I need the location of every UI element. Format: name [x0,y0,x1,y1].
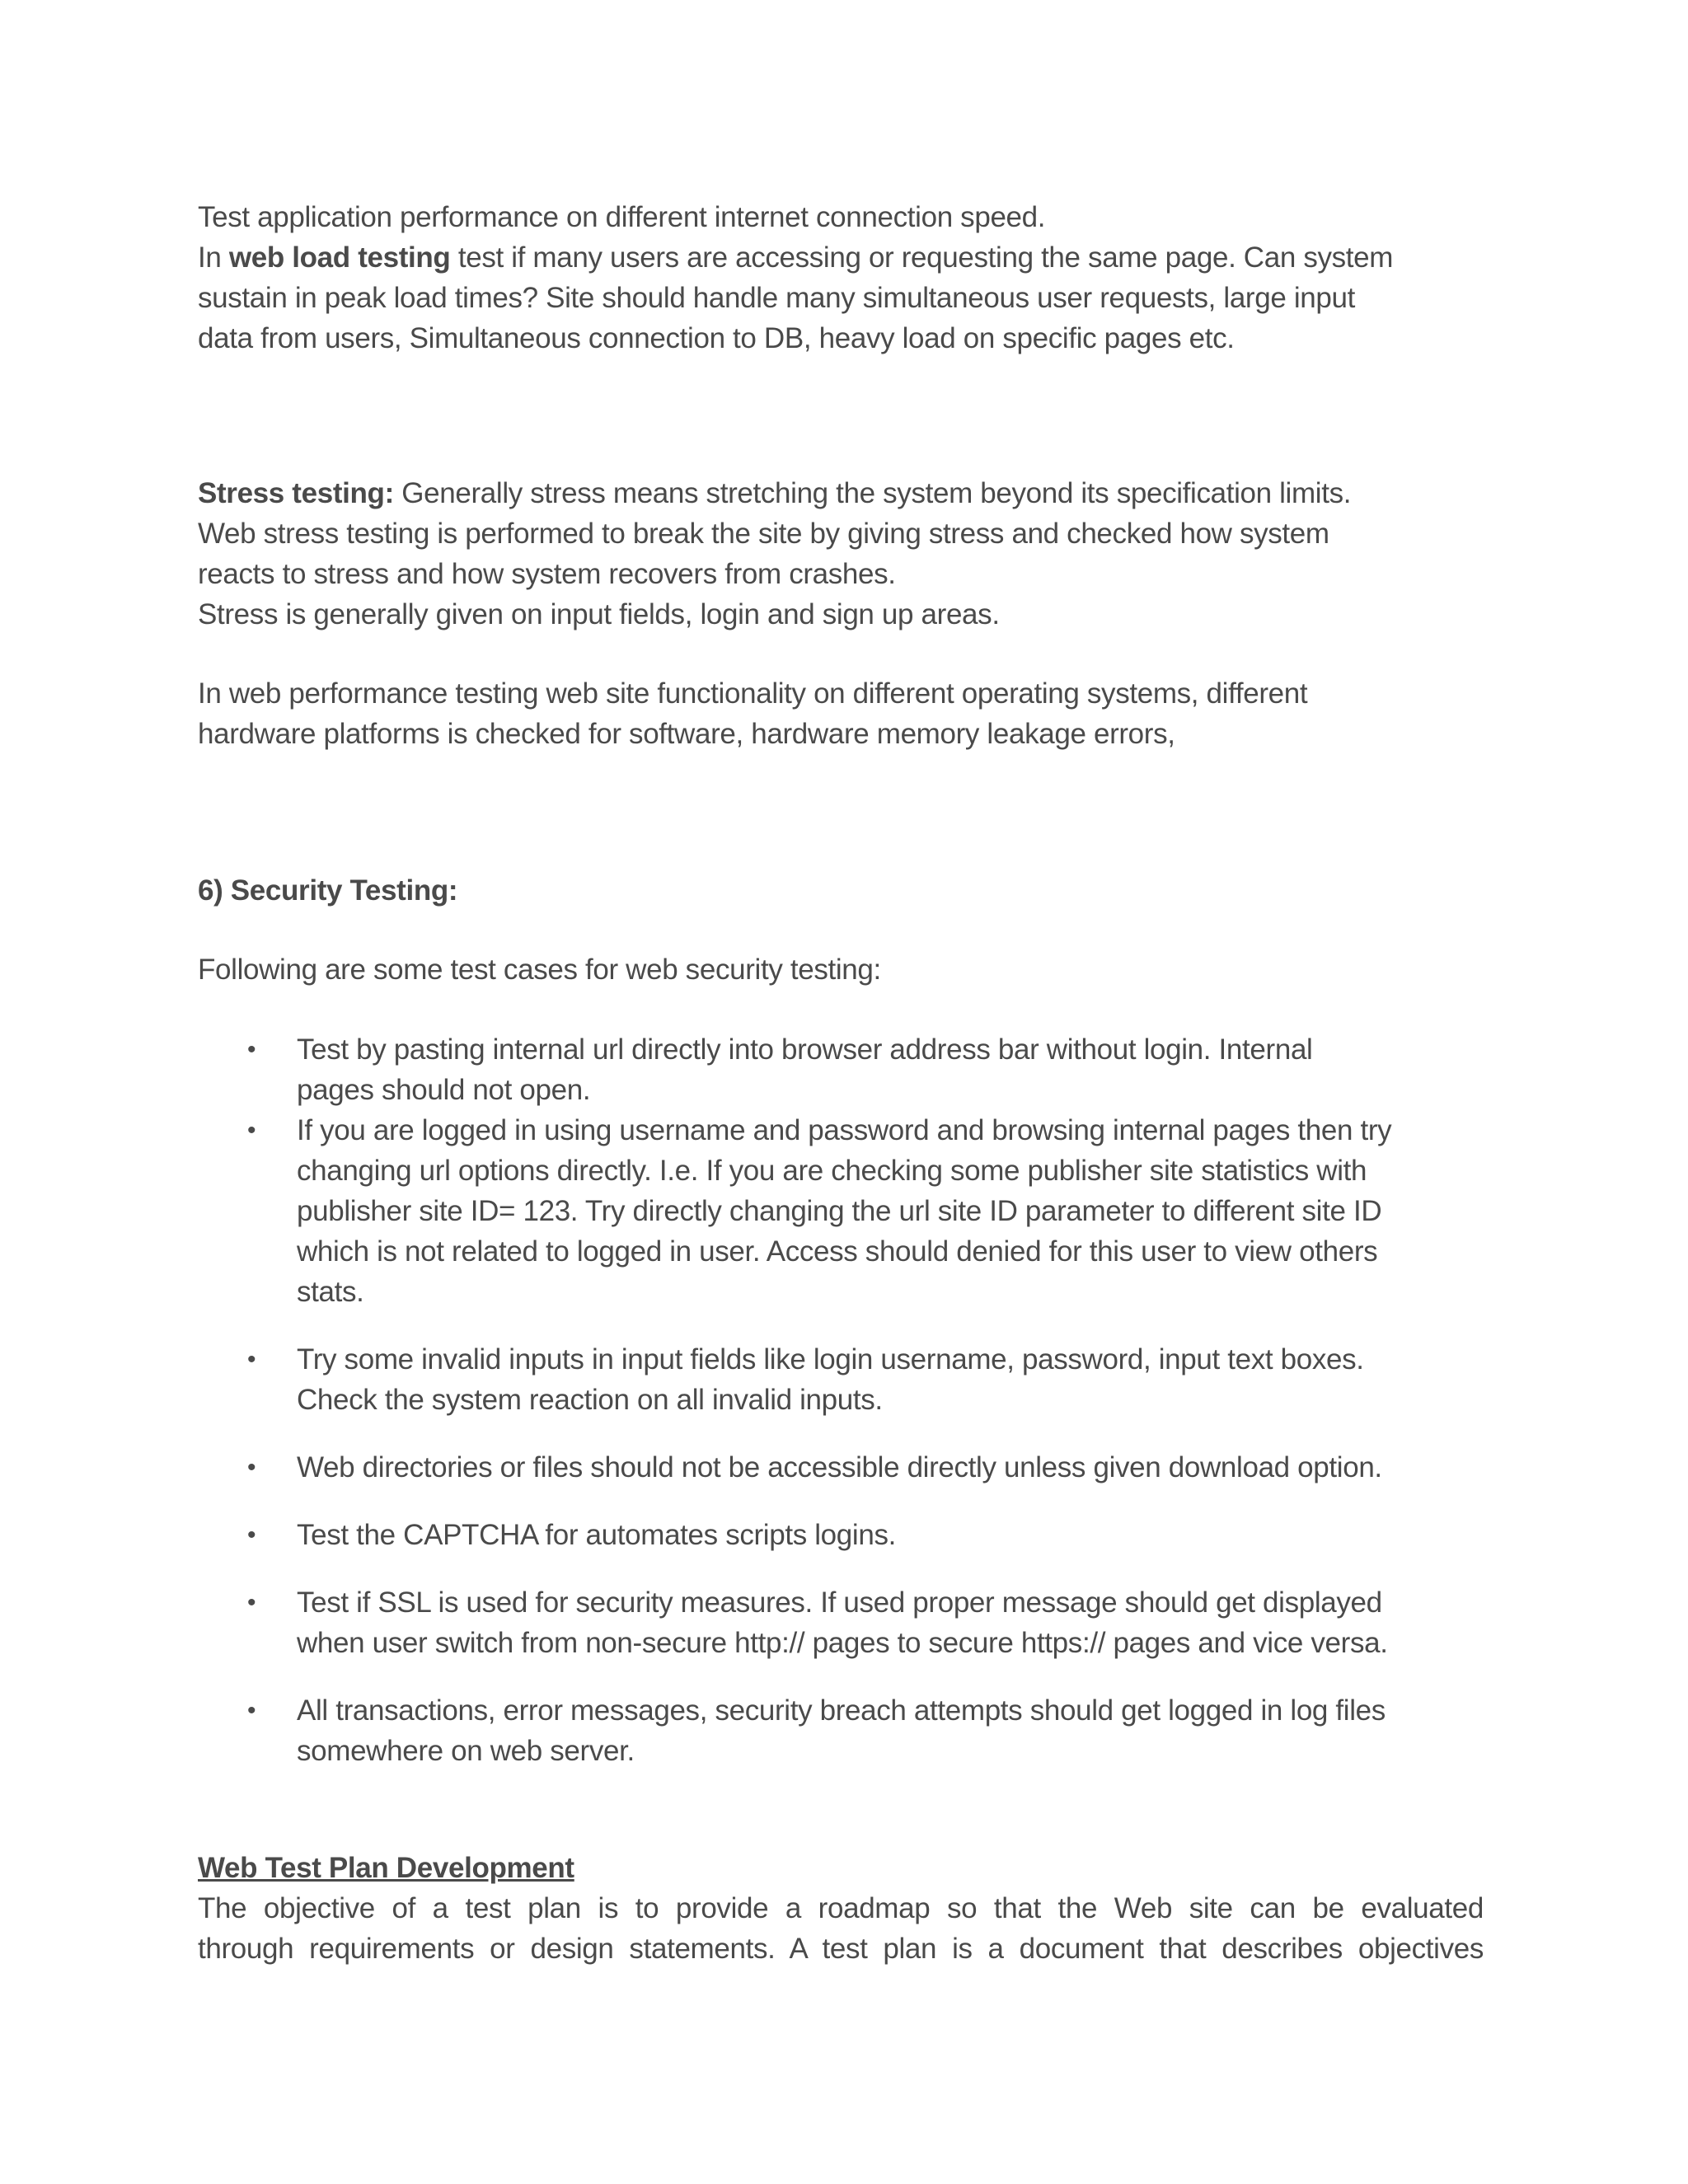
section-heading-web-test-plan: Web Test Plan Development [198,1852,574,1884]
list-item-line: somewhere on web server. [297,1735,635,1767]
bullet-marker: • [247,1454,256,1481]
body-text-line [198,473,1351,513]
list-item-line: which is not related to logged in user. Access should denied for this user to view others [297,1235,1378,1268]
body-text-line: through requirements or design statements. A test plan is a document that describes objectives [198,1933,1484,1965]
list-item-line: Web directories or files should not be accessible directly unless given download option. [297,1451,1382,1483]
bullet-marker: • [247,1036,256,1063]
list-item-line: Check the system reaction on all invalid inputs. [297,1384,883,1416]
list-item-line: Test if SSL is used for security measures. If used proper message should get displayed [297,1586,1382,1619]
bullet-marker: • [247,1346,256,1373]
list-item-line: Try some invalid inputs in input fields like login username, password, input text boxes. [297,1343,1364,1376]
list-item-line: changing url options directly. I.e. If you are checking some publisher site statistics with [297,1155,1367,1187]
body-text: In [198,241,229,274]
body-text-line: Stress is generally given on input fields, login and sign up areas. [198,598,1000,630]
body-text-line: reacts to stress and how system recovers from crashes. [198,558,896,590]
body-text: test if many users are accessing or requesting the same page. Can system [450,241,1394,274]
body-text-line: sustain in peak load times? Site should handle many simultaneous user requests, large input [198,282,1355,314]
bullet-marker: • [247,1117,256,1144]
section-heading-security-testing: 6) Security Testing: [198,874,458,907]
list-item-line: All transactions, error messages, security breach attempts should get logged in log files [297,1694,1386,1727]
body-text-line: The objective of a test plan is to provide a roadmap so that the Web site can be evaluated [198,1892,1484,1924]
body-text-line: hardware platforms is checked for software, hardware memory leakage errors, [198,718,1175,750]
bullet-marker: • [247,1589,256,1616]
list-item-line: If you are logged in using username and password and browsing internal pages then try [297,1114,1392,1146]
body-text-line [198,237,1393,278]
body-text-line: Following are some test cases for web security testing: [198,954,881,986]
list-item-line: stats. [297,1276,364,1308]
list-item-line: pages should not open. [297,1074,591,1106]
list-item-line: publisher site ID= 123. Try directly changing the url site ID parameter to different site ID [297,1195,1382,1227]
list-item-line: Test the CAPTCHA for automates scripts logins. [297,1519,896,1551]
body-text-line: Web stress testing is performed to break the site by giving stress and checked how system [198,518,1329,550]
body-text-line: Test application performance on different internet connection speed. [198,201,1046,233]
bullet-marker: • [247,1697,256,1724]
body-text-line: data from users, Simultaneous connection to DB, heavy load on specific pages etc. [198,322,1235,354]
list-item-line: Test by pasting internal url directly into browser address bar without login. Internal [297,1033,1313,1066]
stress-testing-heading: Stress testing: [198,477,394,509]
body-text-line: In web performance testing web site functionality on different operating systems, different [198,677,1308,710]
list-item-line: when user switch from non-secure http:// pages to secure https:// pages and vice versa. [297,1627,1388,1659]
emphasis-web-load-testing: web load testing [228,241,451,274]
body-text: Generally stress means stretching the system beyond its specification limits. [393,477,1352,509]
bullet-marker: • [247,1521,256,1549]
